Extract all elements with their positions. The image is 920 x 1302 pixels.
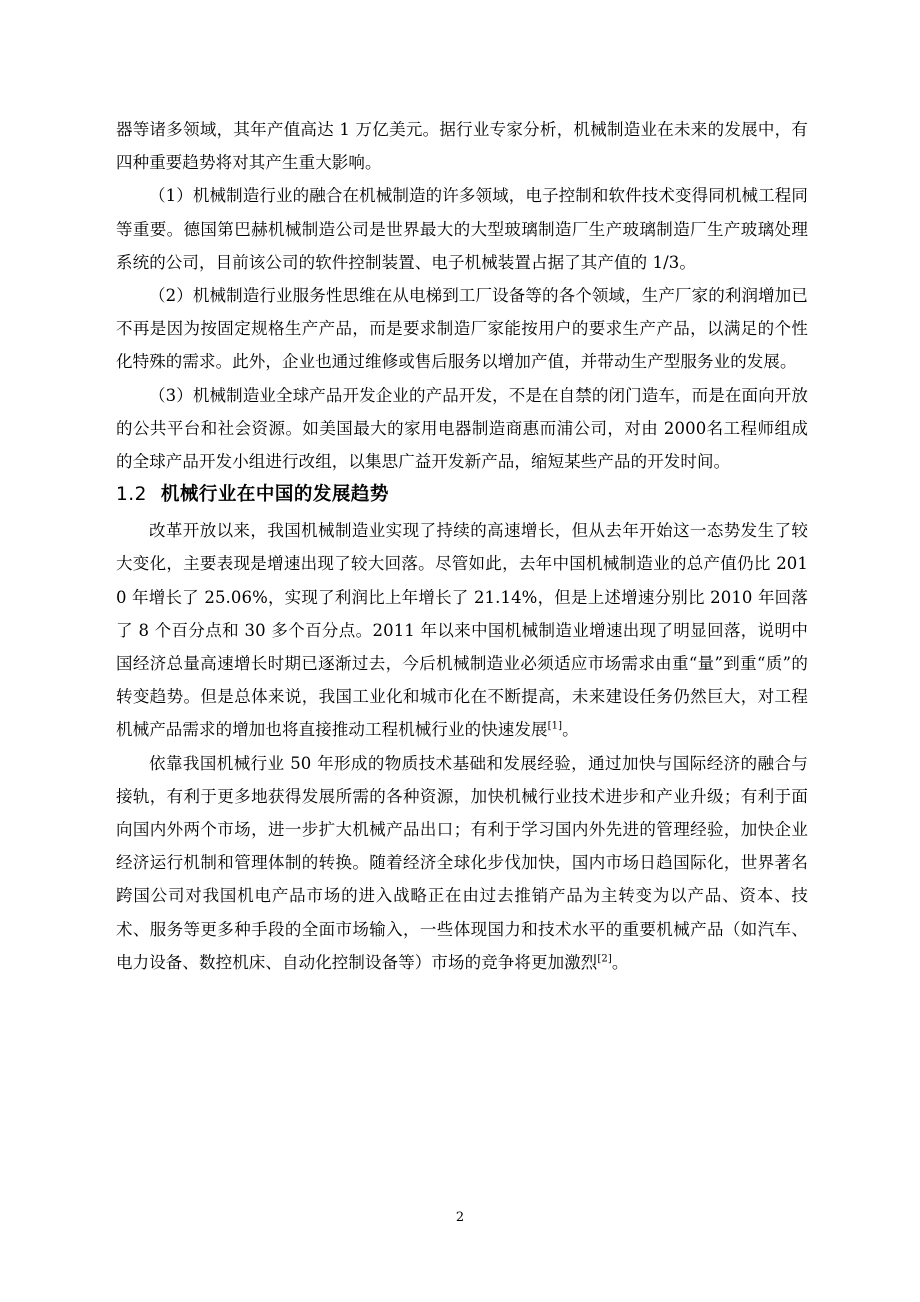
paragraph-reform-text: 改革开放以来，我国机械制造业实现了持续的高速增长，但从去年开始这一态势发生了较大变化，主要表现是增速出现了较大回落。尽管如此，去年中国机械制造业的总产值仍比 2010 年增长了 25.06%，实现了利润比上年增长了 21.14%，但是上述增速分别比 2010 年回落了 8 个百分点和 30 多个百分点。2011 年以来中国机械制造业增速出现了明显回落，说明中国经济总量高速增长时期已逐渐过去，今后机械制造业必须适应市场需求由重“量”到重“质”的转变趋势。但是总体来说，我国工业化和城市化在不断提高，未来建设任务仍然巨大，对工程机械产品需求的增加也将直接推动工程机械行业的快速发展 (116, 521, 808, 740)
paragraph-continuation: 器等诸多领域，其年产值高达 1 万亿美元。据行业专家分析，机械制造业在未来的发展中，有四种重要趋势将对其产生重大影响。 (116, 120, 808, 173)
section-heading (116, 480, 808, 510)
citation-2[interactable]: [2] (597, 953, 612, 965)
paragraph-trend-3: （3）机械制造业全球产品开发企业的产品开发，不是在自禁的闭门造车，而是在面向开放的公共平台和社会资源。如美国最大的家用电器制造商惠而浦公司，对由 2000名工程师组成的全球产品开发小组进行改组，以集思广益开发新产品，缩短某些产品的开发时间。 (116, 385, 808, 472)
page-number: 2 (455, 1210, 465, 1225)
section-number: 1.2 (116, 484, 147, 506)
document-body (116, 113, 808, 979)
citation-1[interactable]: [1] (547, 720, 563, 732)
paragraph-reform (116, 514, 808, 746)
paragraph-trend-1: （1）机械制造行业的融合在机械制造的许多领域，电子控制和软件技术变得同机械工程同等重要。德国第巴赫机械制造公司是世界最大的大型玻璃制造厂生产玻璃制造厂生产玻璃处理系统的公司，目前该公司的软件控制装置、电子机械装置占据了其产值的 1/3。 (116, 186, 808, 272)
paragraph-reform-tail: 。 (562, 720, 579, 740)
paragraph-integration-tail: 。 (611, 952, 629, 972)
paragraph-integration-text: 依靠我国机械行业 50 年形成的物质技术基础和发展经验，通过加快与国际经济的融合与接轨，有利于更多地获得发展所需的各种资源，加快机械行业技术进步和产业升级；有利于面向国内外两个市场，进一步扩大机械产品出口；有利于学习国内外先进的管理经验，加快企业经济运行机制和管理体制的转换。随着经济全球化步伐加快，国内市场日趋国际化，世界著名跨国公司对我国机电产品市场的进入战略正在由过去推销产品为主转变为以产品、资本、技术、服务等更多种手段的全面市场输入，一些体现国力和技术水平的重要机械产品（如汽车、电力设备、数控机床、自动化控制设备等）市场的竞争将更加激烈 (116, 753, 808, 972)
paragraph-trend-2: （2）机械制造行业服务性思维在从电梯到工厂设备等的各个领域，生产厂家的利润增加已不再是因为按固定规格生产产品，而是要求制造厂家能按用户的要求生产产品，以满足的个性化特殊的需求。此外，企业也通过维修或售后服务以增加产值，并带动生产型服务业的发展。 (116, 286, 808, 372)
section-title: 机械行业在中国的发展趋势 (160, 484, 389, 506)
paragraph-integration (116, 747, 808, 979)
